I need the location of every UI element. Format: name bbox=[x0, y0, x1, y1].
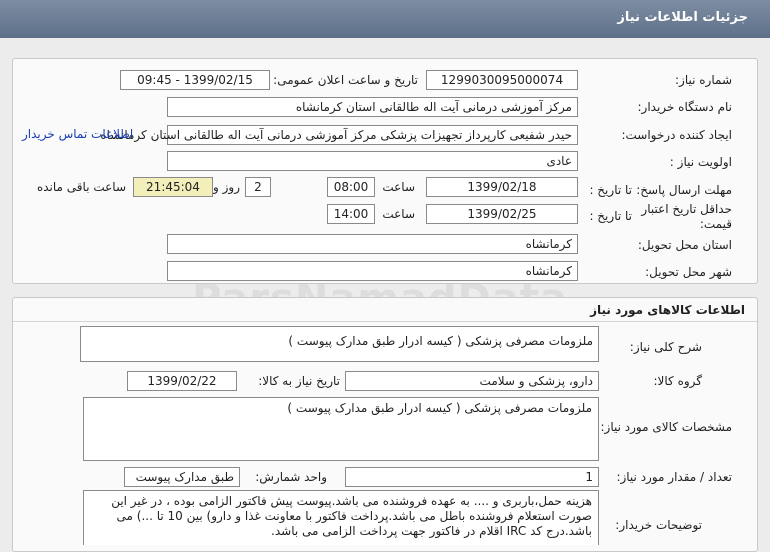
quantity-field: 1 bbox=[345, 467, 599, 487]
validity-time-field: 14:00 bbox=[327, 204, 375, 224]
buyer-contact-link[interactable]: اطلاعات تماس خریدار bbox=[22, 127, 134, 141]
priority-field: عادی bbox=[167, 151, 578, 171]
buyer-name-label: نام دستگاه خریدار: bbox=[637, 100, 732, 114]
page-title: جزئیات اطلاعات نیاز bbox=[617, 10, 748, 25]
announce-date-field: 1399/02/15 - 09:45 bbox=[120, 70, 270, 90]
page-header bbox=[0, 0, 770, 38]
validity-time-label: ساعت bbox=[382, 207, 415, 221]
days-label: روز و bbox=[213, 180, 240, 194]
announce-date-label: تاریخ و ساعت اعلان عمومی: bbox=[273, 73, 418, 87]
quantity-label: تعداد / مقدار مورد نیاز: bbox=[616, 470, 732, 484]
goods-spec-label: مشخصات کالای مورد نیاز: bbox=[600, 420, 732, 434]
priority-label: اولویت نیاز : bbox=[669, 155, 732, 169]
buyer-notes-label: توضیحات خریدار: bbox=[615, 518, 702, 532]
reply-date-field: 1399/02/18 bbox=[426, 177, 578, 197]
unit-label: واحد شمارش: bbox=[255, 470, 327, 484]
buyer-notes-field: هزینه حمل،باربری و .... به عهده فروشنده می باشد.پیوست پیش فاکتور الزامی بوده ، در غیر این صورت استعلام فروشنده باطل می باشد.پرداخت فاکتور با معاونت غذا و دارو) بین 10 تا ...) می باشد.درج کد IRC اقلام در فاکتور جهت پرداخت الزامی می باشد. bbox=[83, 490, 599, 545]
time-remaining-field: 21:45:04 bbox=[133, 177, 213, 197]
summary-label: شرح کلی نیاز: bbox=[629, 340, 702, 354]
reply-time-label: ساعت bbox=[382, 180, 415, 194]
goods-spec-field: ملزومات مصرفی پزشکی ( کیسه ادرار طبق مدارک پیوست ) bbox=[83, 397, 599, 461]
time-remaining-label: ساعت باقی مانده bbox=[36, 180, 126, 194]
goods-group-field: دارو، پزشکی و سلامت bbox=[345, 371, 599, 391]
reply-to-date-label: تا تاریخ : bbox=[589, 183, 632, 197]
days-remaining-field: 2 bbox=[245, 177, 271, 197]
need-number-label: شماره نیاز: bbox=[675, 73, 732, 87]
delivery-province-label: استان محل تحویل: bbox=[637, 238, 732, 252]
delivery-city-field: کرمانشاه bbox=[167, 261, 578, 281]
delivery-city-label: شهر محل تحویل: bbox=[645, 265, 732, 279]
reply-deadline-label: مهلت ارسال پاسخ: bbox=[636, 183, 732, 197]
unit-field: طبق مدارک پیوست bbox=[124, 467, 240, 487]
need-number-field: 1299030095000074 bbox=[426, 70, 578, 90]
buyer-name-field: مرکز آموزشی درمانی آیت اله طالقانی استان کرمانشاه bbox=[167, 97, 578, 117]
goods-section-title: اطلاعات کالاهای مورد نیاز bbox=[590, 303, 745, 317]
delivery-province-field: کرمانشاه bbox=[167, 234, 578, 254]
price-validity-label: حداقل تاریخ اعتبار قیمت: bbox=[641, 202, 732, 231]
request-creator-field: حیدر شفیعی کارپرداز تجهیزات پزشکی مرکز آموزشی درمانی آیت اله طالقانی استان کرمانشاه bbox=[167, 125, 578, 145]
goods-group-label: گروه کالا: bbox=[653, 374, 702, 388]
validity-date-field: 1399/02/25 bbox=[426, 204, 578, 224]
need-date-label: تاریخ نیاز به کالا: bbox=[258, 374, 340, 388]
validity-to-date-label: تا تاریخ : bbox=[589, 209, 632, 223]
reply-time-field: 08:00 bbox=[327, 177, 375, 197]
request-creator-label: ایجاد کننده درخواست: bbox=[621, 128, 732, 142]
summary-field: ملزومات مصرفی پزشکی ( کیسه ادرار طبق مدارک پیوست ) bbox=[80, 326, 599, 362]
goods-section-header bbox=[13, 298, 757, 322]
need-date-field: 1399/02/22 bbox=[127, 371, 237, 391]
